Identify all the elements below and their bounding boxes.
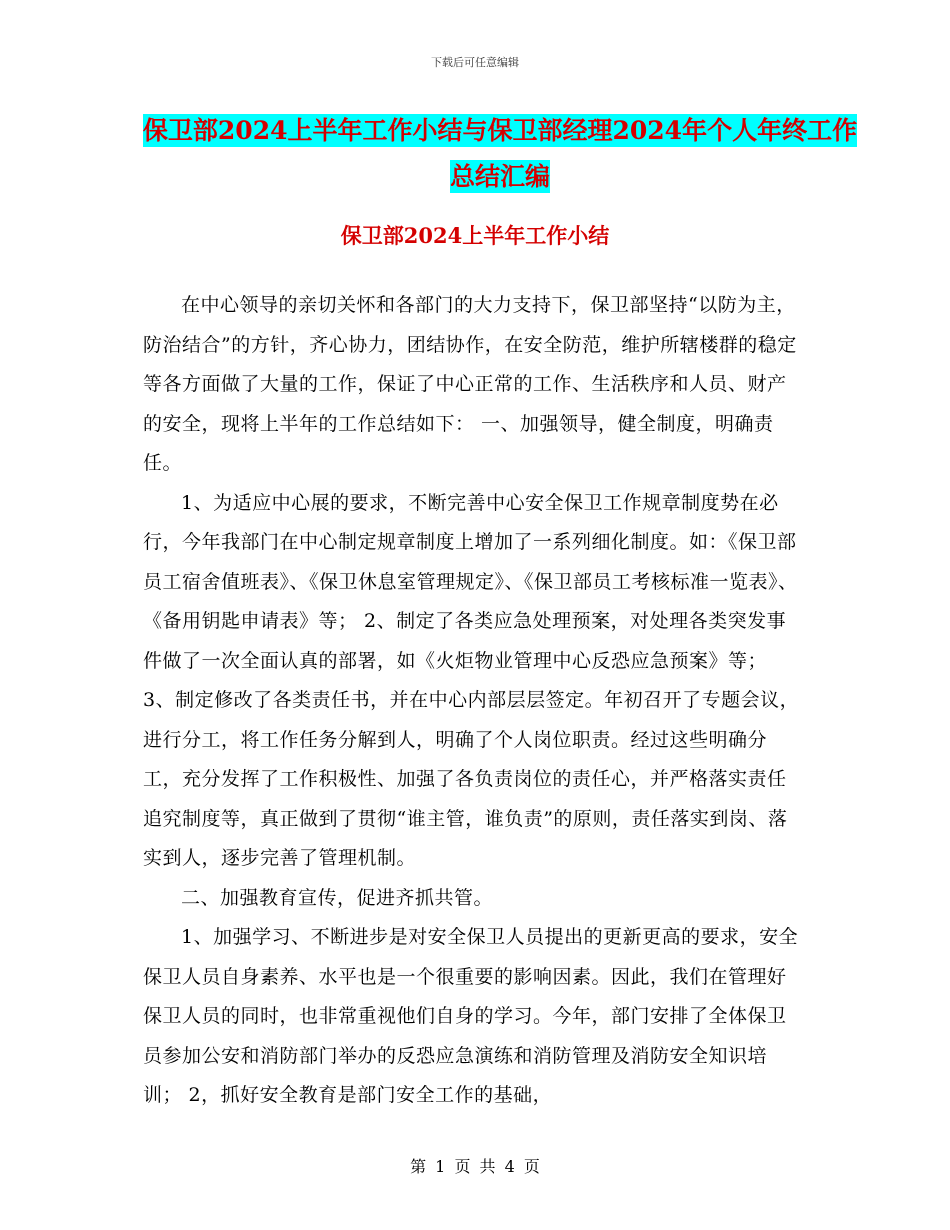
paragraph-heading-two: 二、加强教育宣传，促进齐抓共管。 <box>181 886 494 909</box>
paragraph-intro: 在中心领导的亲切关怀和各部门的大力支持下，保卫部坚持“以防为主，防治结合”的方针，齐心协力，团结协作，在安全防范，维护所辖楼群的稳定等各方面做了大量的工作，保证了中心正常的工作、生活秩序和人员、财产的安全，现将上半年的工作总结如下： 一、加强领导，健全制度，明确责任。 <box>143 294 797 474</box>
document-title <box>140 108 860 200</box>
paragraph-section-one: 1、为适应中心展的要求，不断完善中心安全保卫工作规章制度势在必行，今年我部门在中心制定规章制度上增加了一系列细化制度。如：《保卫部员工宿舍值班表》、《保卫休息室管理规定》、《保卫部员工考核标准一览表》、《备用钥匙申请表》等； 2、制定了各类应急处理预案，对处理各类突发事件做了一次全面认真的部署，如《火炬物业管理中心反恐应急预案》等； 3、制定修改了各类责任书，并在中心内部层层签定。年初召开了专题会议，进行分工，将工作任务分解到人，明确了个人岗位职责。经过这些明确分工，充分发挥了工作积极性、加强了各负责岗位的责任心，并严格落实责任追究制度等，真正做到了贯彻“谁主管，谁负责”的原则，责任落实到岗、落实到人，逐步完善了管理机制。 <box>143 491 800 869</box>
document-title-text: 保卫部2024上半年工作小结与保卫部经理2024年个人年终工作总结汇编 <box>142 116 858 191</box>
section-title: 保卫部2024上半年工作小结 <box>340 223 610 248</box>
page-indicator: 第 1 页 共 4 页 <box>410 1157 540 1176</box>
header-note: 下载后可任意编辑 <box>431 56 519 69</box>
document-body <box>143 286 805 1116</box>
paragraph-section-two: 1、加强学习、不断进步是对安全保卫人员提出的更新更高的要求，安全保卫人员自身素养、水平也是一个很重要的影响因素。因此，我们在管理好保卫人员的同时，也非常重视他们自身的学习。今年，部门安排了全体保卫员参加公安和消防部门举办的反恐应急演练和消防管理及消防安全知识培训； 2，抓好安全教育是部门安全工作的基础， <box>143 926 799 1106</box>
